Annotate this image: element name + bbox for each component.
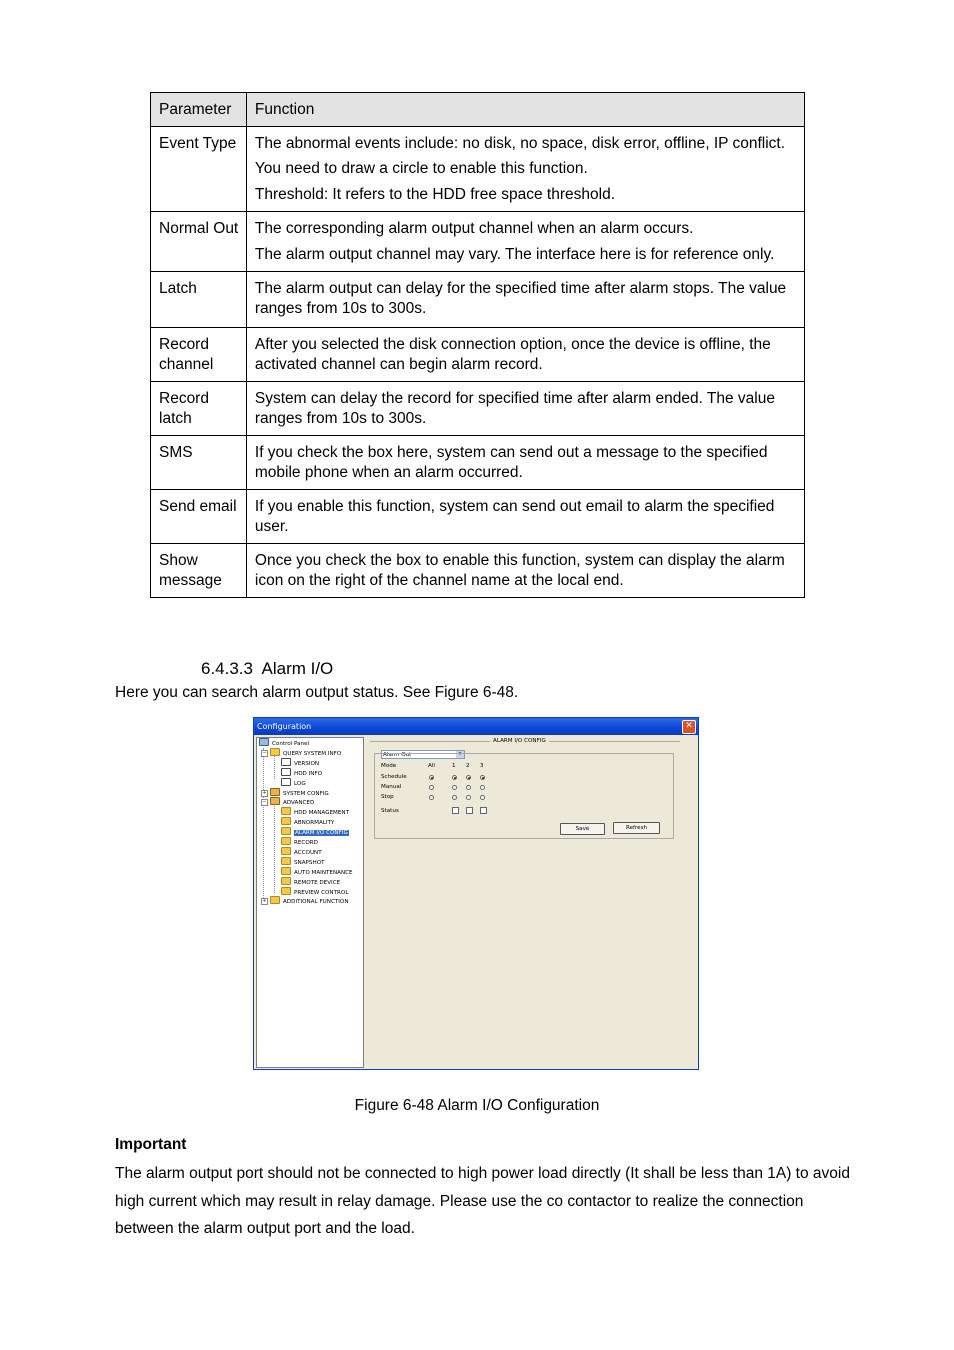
tree-item-preview-control[interactable]: PREVIEW CONTROL — [281, 887, 348, 899]
function-cell — [246, 212, 804, 272]
key-icon — [270, 797, 280, 805]
document-icon — [281, 768, 291, 776]
param-cell: Show message — [151, 544, 247, 598]
important-heading: Important — [115, 1136, 187, 1153]
function-cell — [246, 544, 804, 598]
param-cell: Normal Out — [151, 212, 247, 272]
stop-3-radio[interactable] — [480, 795, 485, 800]
chevron-down-icon[interactable]: ▾ — [456, 751, 464, 758]
stop-2-radio[interactable] — [466, 795, 471, 800]
tree-item-version[interactable]: VERSION — [281, 758, 319, 770]
close-icon[interactable]: ✕ — [682, 720, 696, 734]
folder-icon — [270, 748, 280, 756]
mode-label: Mode — [381, 763, 397, 769]
function-cell — [246, 382, 804, 436]
tree-item-log[interactable]: LOG — [281, 778, 306, 790]
table-row — [151, 126, 805, 212]
folder-icon — [281, 817, 291, 825]
manual-3-radio[interactable] — [480, 785, 485, 790]
manual-label: Manual — [381, 784, 402, 790]
schedule-2-radio[interactable] — [466, 775, 471, 780]
collapse-icon[interactable]: − — [262, 750, 267, 756]
function-cell — [246, 490, 804, 544]
folder-icon — [281, 847, 291, 855]
folder-icon — [281, 887, 291, 895]
tree-item-abnormality[interactable]: ABNORMALITY — [281, 817, 334, 829]
function-text: The alarm output channel may vary. The interface here is for reference only. — [254, 245, 775, 263]
expand-icon[interactable]: + — [262, 898, 267, 905]
tree-item-advanced[interactable]: ADVANCED — [270, 797, 314, 809]
table-row — [151, 328, 805, 382]
param-cell: Send email — [151, 490, 247, 544]
schedule-all-radio[interactable] — [429, 775, 434, 780]
status-1-checkbox[interactable] — [452, 807, 459, 814]
parameter-table — [150, 92, 805, 598]
column-3-label: 3 — [480, 763, 484, 769]
stop-1-radio[interactable] — [452, 795, 457, 800]
tree-item-system-config[interactable]: SYSTEM CONFIG — [270, 788, 329, 800]
param-cell: SMS — [151, 436, 247, 490]
param-cell: Record latch — [151, 382, 247, 436]
column-2-label: 2 — [466, 763, 470, 769]
section-intro: Here you can search alarm output status. See Figure 6-48. — [115, 684, 519, 701]
collapse-icon[interactable]: − — [262, 799, 267, 806]
tree-item-control-panel[interactable]: Control Panel — [259, 738, 309, 750]
stop-label: Stop — [381, 794, 394, 800]
column-1-label: 1 — [452, 763, 456, 769]
configuration-window — [253, 717, 699, 1070]
function-cell — [246, 328, 804, 382]
function-text: If you enable this function, system can send out email to alarm the specified user. — [254, 498, 775, 535]
function-text: Threshold: It refers to the HDD free space threshold. — [254, 185, 616, 203]
function-text: You need to draw a circle to enable this function. — [254, 160, 588, 177]
refresh-button[interactable]: Refresh — [613, 822, 660, 834]
function-cell — [246, 126, 804, 212]
schedule-3-radio[interactable] — [480, 775, 485, 780]
tree-item-alarm-io-config[interactable]: ALARM I/O CONFIG — [281, 827, 349, 839]
document-icon — [281, 778, 291, 786]
tree-item-hdd-info[interactable]: HDD INFO — [281, 768, 322, 780]
tree-item-snapshot[interactable]: SNAPSHOT — [281, 857, 325, 869]
status-3-checkbox[interactable] — [480, 807, 487, 814]
document-icon — [281, 758, 291, 766]
stop-all-radio[interactable] — [429, 795, 434, 800]
table-row — [151, 272, 805, 328]
manual-1-radio[interactable] — [452, 785, 457, 790]
tree-item-hdd-management[interactable]: HDD MANAGEMENT — [281, 807, 349, 819]
function-text: If you check the box here, system can send out a message to the specified mobile phone when an alarm occurred. — [254, 444, 768, 481]
param-cell: Event Type — [151, 126, 247, 212]
column-all-label: All — [428, 763, 435, 769]
section-heading: 6.4.3.3 Alarm I/O — [201, 659, 334, 678]
folder-icon — [270, 896, 280, 904]
tree-item-record[interactable]: RECORD — [281, 837, 318, 849]
param-cell: Record channel — [151, 328, 247, 382]
param-cell: Latch — [151, 272, 247, 328]
tree-item-remote-device[interactable]: REMOTE DEVICE — [281, 877, 340, 889]
folder-icon — [281, 867, 291, 875]
table-row — [151, 382, 805, 436]
function-text: After you selected the disk connection option, once the device is offline, the activated channel can begin alarm record. — [254, 336, 771, 373]
table-row — [151, 436, 805, 490]
panel-icon — [259, 738, 269, 746]
alarm-type-value: Alarm Out — [383, 752, 412, 758]
window-titlebar — [254, 718, 698, 735]
save-button[interactable]: Save — [560, 823, 605, 835]
status-2-checkbox[interactable] — [466, 807, 473, 814]
function-text: The corresponding alarm output channel when an alarm occurs. — [254, 220, 694, 237]
folder-icon — [281, 837, 291, 845]
config-panel — [366, 737, 696, 1068]
table-header-row — [151, 93, 805, 127]
folder-icon — [281, 827, 291, 835]
function-cell — [246, 436, 804, 490]
table-row — [151, 212, 805, 272]
column-header-parameter: Parameter — [151, 93, 247, 127]
folder-icon — [281, 807, 291, 815]
function-text: The alarm output can delay for the specified time after alarm stops. The value ranges from 10s to 300s. — [254, 280, 787, 317]
navigation-tree — [256, 737, 364, 1068]
schedule-1-radio[interactable] — [452, 775, 457, 780]
folder-icon — [281, 857, 291, 865]
tree-item-query-system-info[interactable]: QUERY SYSTEM INFO — [270, 748, 341, 760]
expand-icon[interactable]: + — [262, 789, 267, 796]
function-text: System can delay the record for specified time after alarm ended. The value ranges from 10s to 300s. — [254, 390, 775, 427]
folder-icon — [281, 877, 291, 885]
column-header-function: Function — [246, 93, 804, 127]
function-cell — [246, 272, 804, 328]
schedule-label: Schedule — [381, 774, 407, 780]
status-label: Status — [381, 808, 399, 814]
tree-item-auto-maintenance[interactable]: AUTO MAINTENANCE — [281, 867, 353, 879]
function-text: Once you check the box to enable this function, system can display the alarm icon on the right of the channel name at the local end. — [254, 552, 785, 589]
manual-2-radio[interactable] — [466, 785, 471, 790]
table-row — [151, 544, 805, 598]
important-paragraph: The alarm output port should not be connected to high power load directly (It shall be less than 1A) to avoid high current which may result in relay damage. Please use the co contactor to realize the connection between the alarm output port and the load. — [115, 1165, 850, 1237]
window-title: Configuration — [257, 722, 312, 731]
key-icon — [270, 788, 280, 796]
figure-caption: Figure 6-48 Alarm I/O Configuration — [354, 1097, 600, 1114]
tree-item-additional-function[interactable]: ADDITIONAL FUNCTION — [270, 896, 349, 908]
group-title: ALARM I/O CONFIG — [490, 737, 549, 745]
table-row — [151, 490, 805, 544]
manual-all-radio[interactable] — [429, 785, 434, 790]
tree-item-account[interactable]: ACCOUNT — [281, 847, 322, 859]
function-text: The abnormal events include: no disk, no space, disk error, offline, IP conflict. — [254, 134, 786, 152]
